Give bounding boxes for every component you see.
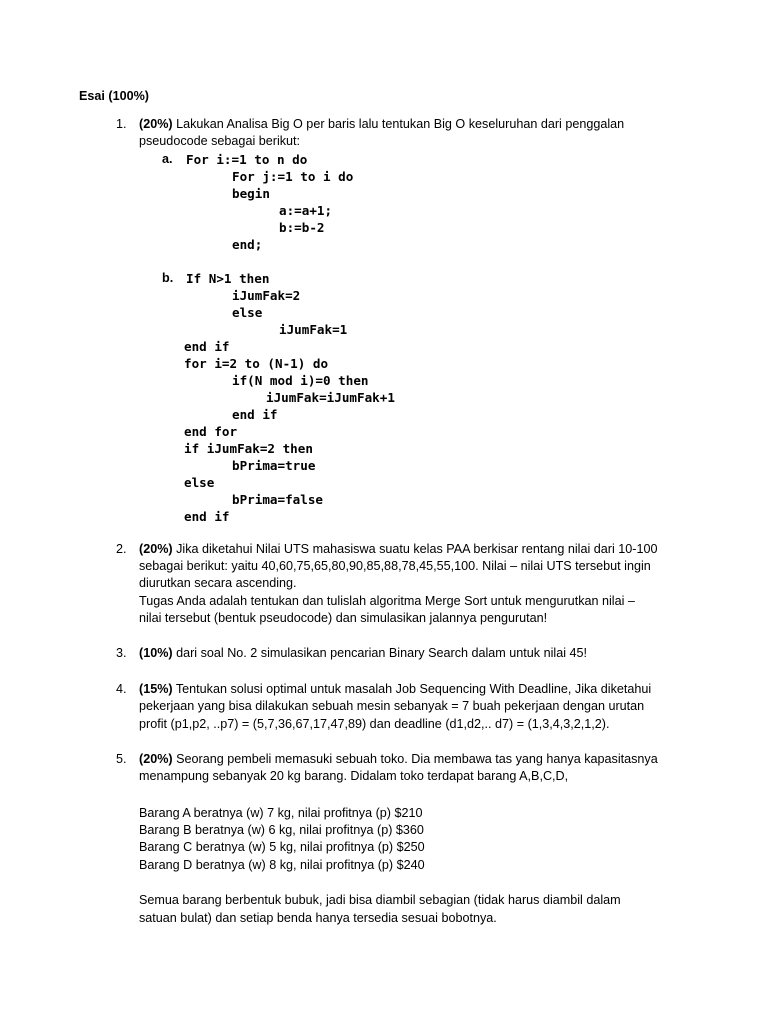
code-line: a:=a+1; (279, 203, 333, 218)
q2-number: 2. (116, 542, 127, 556)
code-line: if iJumFak=2 then (184, 441, 313, 456)
code-line: iJumFak=iJumFak+1 (266, 390, 395, 405)
item-line: Barang D beratnya (w) 8 kg, nilai profitnya (p) $240 (139, 858, 425, 872)
q2-line-1 (139, 541, 657, 558)
item-line: Barang A beratnya (w) 7 kg, nilai profitnya (p) $210 (139, 806, 423, 820)
code-line: bPrima=true (232, 458, 316, 473)
code-line: iJumFak=2 (232, 288, 301, 303)
q5-note-1: Semua barang berbentuk bubuk, jadi bisa diambil sebagian (tidak harus diambil dalam (139, 893, 621, 907)
item-line: Barang B beratnya (w) 6 kg, nilai profitnya (p) $360 (139, 823, 424, 837)
code-line: end; (232, 237, 263, 252)
q1-line-2: pseudocode sebagai berikut: (139, 134, 301, 148)
code-line: end for (184, 424, 238, 439)
code-line: iJumFak=1 (279, 322, 348, 337)
q2-weight: (20%) (139, 542, 173, 556)
code-line: For j:=1 to i do (232, 169, 354, 184)
code-line: end if (184, 509, 230, 524)
code-line: if(N mod i)=0 then (232, 373, 369, 388)
code-line: b:=b-2 (279, 220, 325, 235)
q3-weight: (10%) (139, 646, 173, 660)
q5-text: Seorang pembeli memasuki sebuah toko. Dia membawa tas yang hanya kapasitasnya (172, 752, 658, 766)
q5-line-2: menampung sebanyak 20 kg barang. Didalam toko terdapat barang A,B,C,D, (139, 769, 569, 783)
code-line: else (184, 475, 215, 490)
code-line: For i:=1 to n do (186, 152, 308, 167)
code-line: begin (232, 186, 270, 201)
q1-weight: (20%) (139, 117, 173, 131)
q4-line-2: pekerjaan yang bisa dilakukan sebuah mesin sebanyak = 7 buah pekerjaan dengan urutan (139, 699, 645, 713)
q4-text: Tentukan solusi optimal untuk masalah Job Sequencing With Deadline, Jika diketahui (172, 682, 652, 696)
code-line: If N>1 then (186, 271, 270, 286)
q5-weight: (20%) (139, 752, 173, 766)
q2-line-5: nilai tersebut (bentuk pseudocode) dan simulasikan jalannya pengurutan! (139, 611, 548, 625)
code-line: else (232, 305, 263, 320)
code-line: bPrima=false (232, 492, 323, 507)
q4-number: 4. (116, 682, 127, 696)
q5-line-1 (139, 751, 658, 768)
q4-line-3: profit (p1,p2, ..p7) = (5,7,36,67,17,47,89) dan deadline (d1,d2,.. d7) = (1,3,4,3,2,1,2). (139, 717, 610, 731)
q1-a-label: a. (162, 152, 173, 166)
q3-line-1 (139, 645, 587, 662)
q2-line-3: diurutkan secara ascending. (139, 576, 297, 590)
code-line: end if (184, 339, 230, 354)
q4-weight: (15%) (139, 682, 173, 696)
q5-number: 5. (116, 752, 127, 766)
item-line: Barang C beratnya (w) 5 kg, nilai profitnya (p) $250 (139, 840, 425, 854)
q3-number: 3. (116, 646, 127, 660)
q2-line-2: sebagai berikut: yaitu 40,60,75,65,80,90,85,88,78,45,55,100. Nilai – nilai UTS tersebut ingin (139, 559, 651, 573)
q2-text: Jika diketahui Nilai UTS mahasiswa suatu kelas PAA berkisar rentang nilai dari 10-100 (172, 542, 658, 556)
q5-note-2: satuan bulat) dan setiap benda hanya tersedia sesuai bobotnya. (139, 911, 497, 925)
code-line: end if (232, 407, 278, 422)
q1-text: Lakukan Analisa Big O per baris lalu tentukan Big O keseluruhan dari penggalan (172, 117, 625, 131)
q1-b-label: b. (162, 271, 174, 285)
q1-line-1 (139, 116, 624, 133)
code-line: for i=2 to (N-1) do (184, 356, 329, 371)
q1-number: 1. (116, 117, 127, 131)
q3-text: dari soal No. 2 simulasikan pencarian Binary Search dalam untuk nilai 45! (172, 646, 588, 660)
q2-line-4: Tugas Anda adalah tentukan dan tulislah algoritma Merge Sort untuk mengurutkan nilai – (139, 594, 635, 608)
page-title: Esai (100%) (79, 89, 150, 103)
q4-line-1 (139, 681, 651, 698)
